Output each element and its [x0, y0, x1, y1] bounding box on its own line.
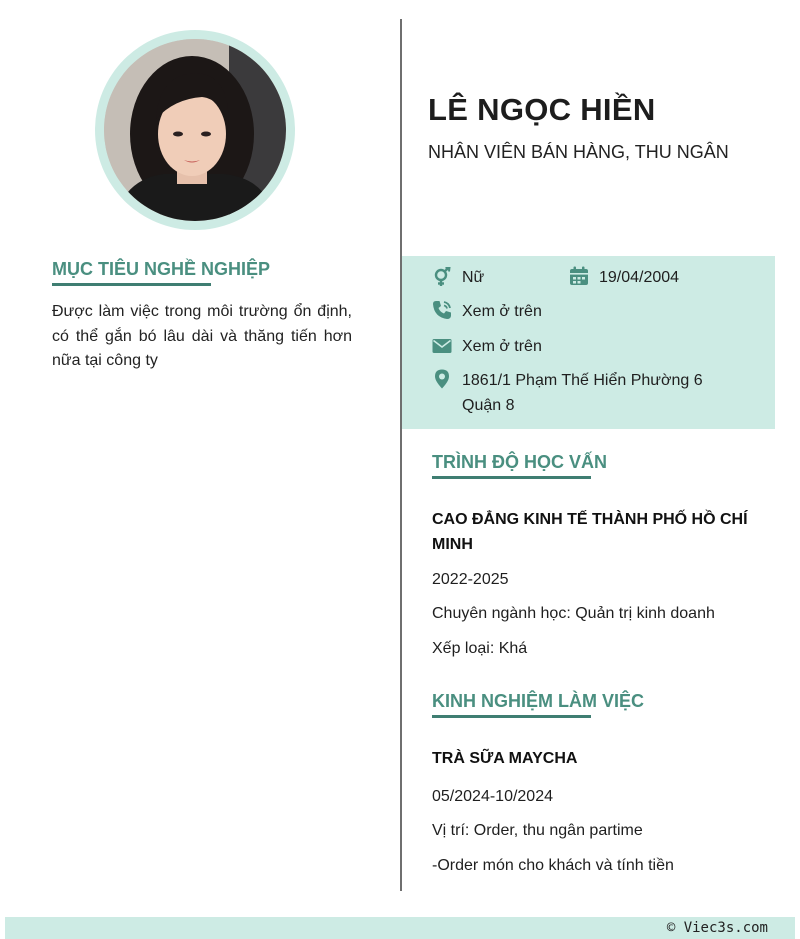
contact-panel: [402, 256, 775, 429]
phone-icon: [432, 300, 452, 320]
email-value: Xem ở trên: [462, 338, 542, 355]
candidate-name: LÊ NGỌC HIỀN: [428, 92, 656, 127]
birthday-value: 19/04/2004: [599, 269, 680, 286]
location-icon: [432, 369, 452, 389]
company-name: TRÀ SỮA MAYCHA: [432, 750, 578, 767]
education-rank: Xếp loại: Khá: [432, 640, 528, 657]
education-title: TRÌNH ĐỘ HỌC VẤN: [432, 452, 607, 472]
education-title-underline: [432, 476, 591, 479]
candidate-role: NHÂN VIÊN BÁN HÀNG, THU NGÂN: [428, 142, 729, 162]
experience-title: KINH NGHIỆM LÀM VIỆC: [432, 691, 645, 711]
footer-watermark: © Viec3s.com: [666, 920, 768, 936]
column-divider: [400, 19, 402, 891]
experience-position: Vị trí: Order, thu ngân partime: [432, 822, 643, 839]
footer-bar: [5, 917, 795, 939]
education-period: 2022-2025: [432, 571, 509, 588]
experience-title-underline: [432, 715, 591, 718]
objective-title: MỤC TIÊU NGHỀ NGHIỆP: [52, 259, 271, 279]
gender-icon: [432, 267, 452, 287]
experience-duty: -Order món cho khách và tính tiền: [432, 857, 674, 874]
school-name: CAO ĐẲNG KINH TẾ THÀNH PHỐ HỒ CHÍ MINH: [432, 511, 748, 553]
objective-title-underline: [52, 283, 211, 286]
avatar: [104, 39, 286, 221]
address-line-1: 1861/1 Phạm Thế Hiển Phường 6: [462, 372, 703, 389]
experience-period: 05/2024-10/2024: [432, 788, 553, 805]
calendar-icon: [569, 266, 589, 286]
phone-value: Xem ở trên: [462, 303, 542, 320]
email-icon: [432, 336, 452, 356]
gender-value: Nữ: [462, 269, 485, 286]
education-major: Chuyên ngành học: Quản trị kinh doanh: [432, 605, 715, 622]
address-line-2: Quận 8: [462, 397, 515, 414]
avatar-photo: [104, 39, 286, 221]
objective-text: Được làm việc trong môi trường ổn định, có thể gắn bó lâu dài và thăng tiến hơn nữa tại công ty: [52, 303, 352, 369]
